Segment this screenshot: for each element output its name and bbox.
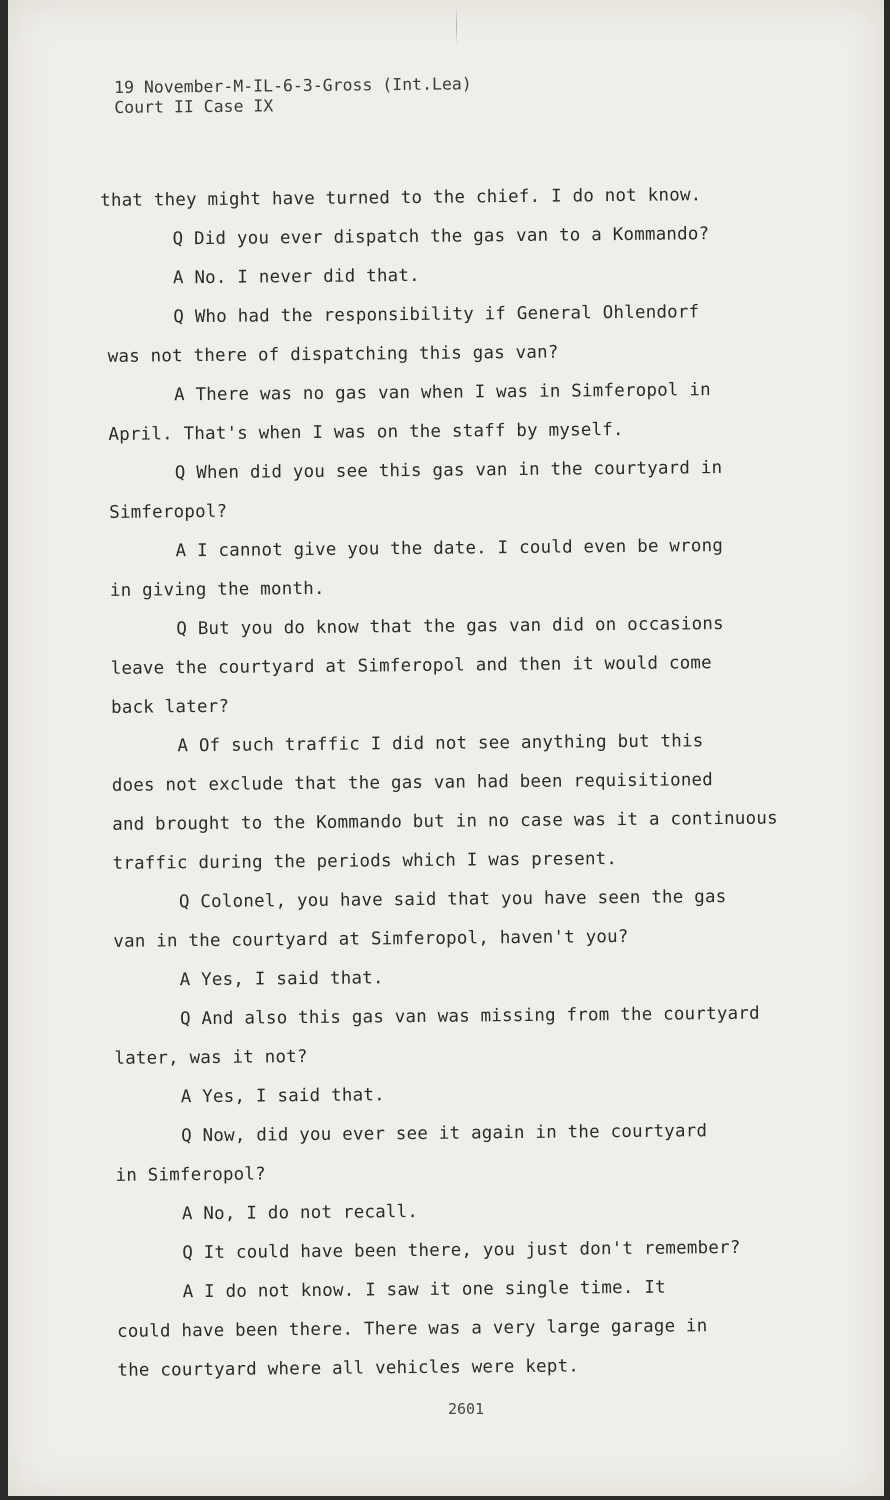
- transcript-line: later, was it not?: [114, 1047, 308, 1069]
- transcript-line: that they might have turned to the chief. I do not know.: [100, 185, 702, 211]
- transcript-line: A There was no gas van when I was in Simferopol in: [173, 380, 711, 406]
- transcript-line: in Simferopol?: [115, 1164, 266, 1186]
- document-page: [8, 0, 884, 1496]
- transcript-line: Q It could have been there, you just don't remember?: [182, 1237, 741, 1264]
- transcript-line: does not exclude that the gas van had been requisitioned: [111, 770, 714, 796]
- transcript-line: A Yes, I said that.: [179, 968, 384, 991]
- transcript-line: A I cannot give you the date. I could even be wrong: [175, 536, 724, 562]
- transcript-line: and brought to the Kommando but in no case was it a continuous: [112, 808, 778, 835]
- document-header: [114, 74, 472, 118]
- transcript-line: traffic during the periods which I was present.: [112, 849, 618, 874]
- transcript-line: Q When did you see this gas van in the courtyard in: [174, 458, 723, 484]
- transcript-line: Q And also this gas van was missing from the courtyard: [179, 1003, 760, 1030]
- page-number: 2601: [447, 1400, 485, 1418]
- transcript-line: the courtyard where all vehicles were kept.: [117, 1356, 580, 1381]
- transcript-line: Q Now, did you ever see it again in the courtyard: [181, 1121, 708, 1147]
- transcript-line: in giving the month.: [109, 578, 325, 601]
- transcript-line: Q Colonel, you have said that you have seen the gas: [178, 887, 727, 913]
- transcript-line: A No, I do not recall.: [181, 1201, 419, 1225]
- transcript-line: Q Who had the responsibility if General Ohlendorf: [173, 302, 700, 328]
- header-line-court-case: Court II Case IX: [114, 96, 274, 117]
- transcript-line: leave the courtyard at Simferopol and then it would come: [110, 653, 712, 679]
- transcript-line: A Yes, I said that.: [180, 1085, 385, 1108]
- transcript-line: April. That's when I was on the staff by myself.: [108, 419, 624, 445]
- transcript-line: van in the courtyard at Simferopol, haven't you?: [113, 926, 629, 952]
- transcript-line: A Of such traffic I did not see anything but this: [177, 731, 704, 757]
- transcript-line: Simferopol?: [109, 501, 228, 523]
- transcript-body: [100, 175, 852, 1391]
- transcript-line: Q Did you ever dispatch the gas van to a Kommando?: [172, 224, 710, 250]
- transcript-line: back later?: [110, 696, 230, 718]
- header-line-date-session: 19 November-M-IL-6-3-Gross (Int.Lea): [114, 74, 472, 97]
- fold-mark: [456, 6, 457, 46]
- transcript-line: Q But you do know that the gas van did on occasions: [176, 614, 724, 640]
- transcript-line: could have been there. There was a very large garage in: [116, 1316, 708, 1342]
- transcript-line: A I do not know. I saw it one single time. It: [182, 1277, 666, 1303]
- transcript-line: A No. I never did that.: [172, 265, 420, 289]
- transcript-line: was not there of dispatching this gas van?: [107, 342, 559, 367]
